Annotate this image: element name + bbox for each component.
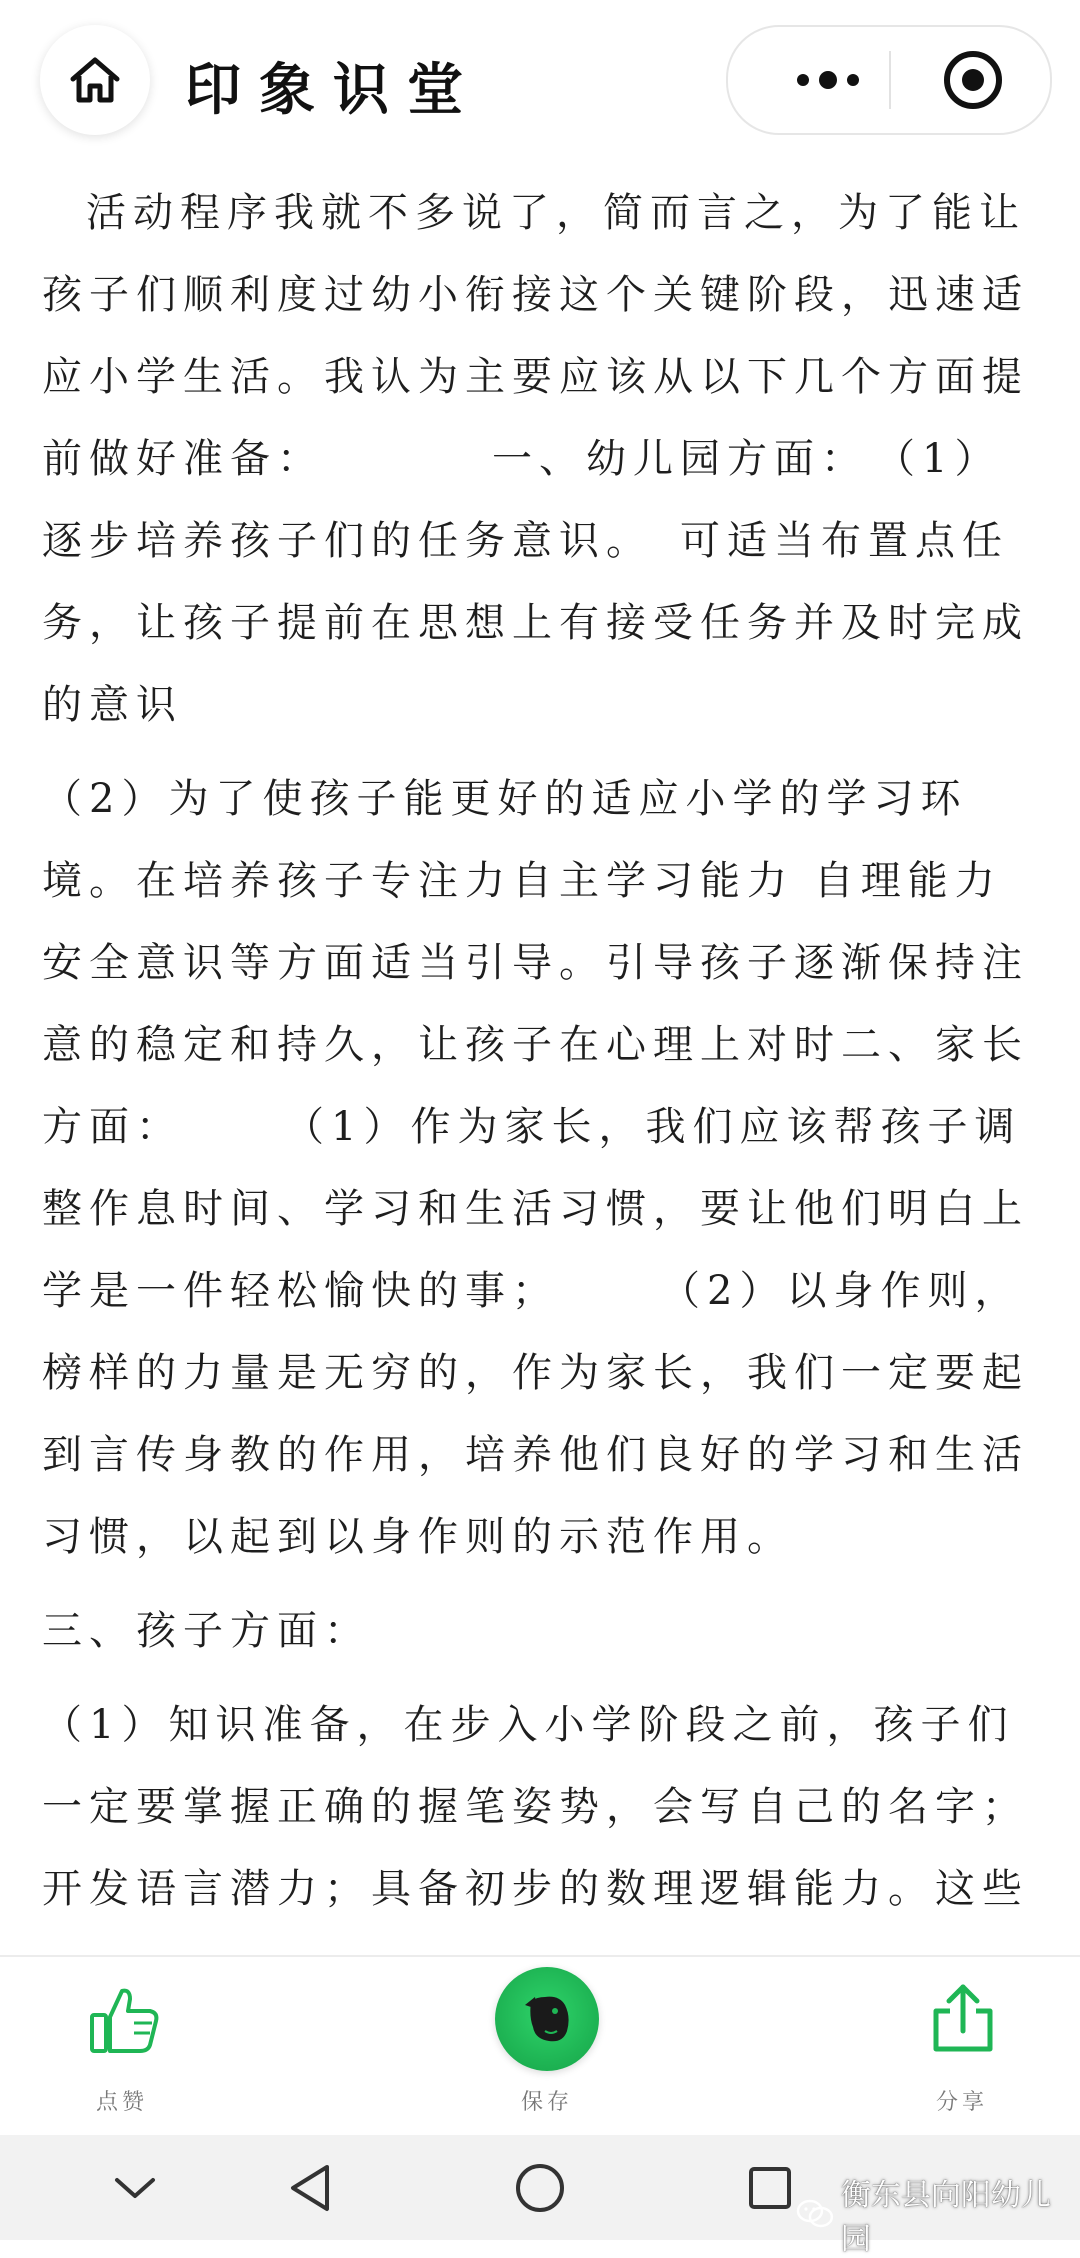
hide-nav-button[interactable]	[95, 2135, 175, 2240]
home-nav-button[interactable]	[500, 2135, 580, 2240]
article-paragraph: （1）知识准备，在步入小学阶段之前，孩子们一定要掌握正确的握笔姿势，会写自己的名字；开发语言潜力；具备初步的数理逻辑能力。这些	[42, 1702, 1029, 1912]
recent-apps-button[interactable]	[740, 2135, 800, 2240]
save-label: 保存	[520, 2090, 573, 2115]
close-mini-program-button[interactable]	[918, 27, 1028, 133]
share-icon	[930, 1981, 996, 2055]
chevron-down-icon	[113, 2174, 157, 2202]
home-circle-icon	[514, 2162, 566, 2214]
thumbs-up-icon	[88, 1983, 162, 2057]
like-label: 点赞	[95, 2090, 148, 2115]
home-button[interactable]	[40, 25, 150, 135]
wechat-icon	[795, 2198, 835, 2230]
save-circle	[495, 1967, 599, 2071]
article-body	[42, 172, 1042, 1930]
capsule-divider	[889, 51, 891, 109]
article-paragraph: 活动程序我就不多说了，简而言之，为了能让孩子们顺利度过幼小衔接这个关键阶段，迅速适应小学生活。我认为主要应该从以下几个方面提前做好准备： 一、幼儿园方面： （1）逐步培养孩子们的任务意识。 可适当布置点任务，让孩子提前在思想上有接受任务并及时完成的意识	[42, 190, 1029, 728]
share-label: 分享	[935, 2090, 988, 2115]
article-paragraph: 三、孩子方面：	[42, 1608, 371, 1654]
more-button[interactable]	[768, 27, 888, 133]
top-bar	[0, 0, 1080, 160]
back-button[interactable]	[270, 2135, 350, 2240]
home-icon	[67, 52, 123, 108]
mini-program-capsule	[726, 25, 1052, 135]
more-dots-icon	[793, 70, 863, 90]
target-close-icon	[942, 49, 1004, 111]
share-button[interactable]	[862, 1957, 1062, 2137]
like-button[interactable]	[22, 1957, 222, 2137]
back-triangle-icon	[287, 2163, 333, 2213]
elephant-icon	[515, 1987, 579, 2051]
app-title: 印象识堂	[185, 57, 481, 123]
watermark-text: 衡东县向阳幼儿园	[840, 2178, 1051, 2257]
save-button[interactable]	[447, 1957, 647, 2137]
square-icon	[747, 2165, 793, 2211]
article-paragraph: （2）为了使孩子能更好的适应小学的学习环境。在培养孩子专注力自主学习能力 自理能力 安全意识等方面适当引导。引导孩子逐渐保持注意的稳定和持久，让孩子在心理上对时二、家长方面： （1）作为家长，我们应该帮孩子调整作息时间、学习和生活习惯，要让他们明白上学是一件轻松愉快的事； （2）以身作则，榜样的力量是无穷的，作为家长，我们一定要起到言传身教的作用，培养他们良好的学习和生活习惯，以起到以身作则的示范作用。	[42, 776, 1029, 1560]
bottom-action-bar	[0, 1955, 1080, 2137]
watermark	[795, 2170, 1080, 2258]
